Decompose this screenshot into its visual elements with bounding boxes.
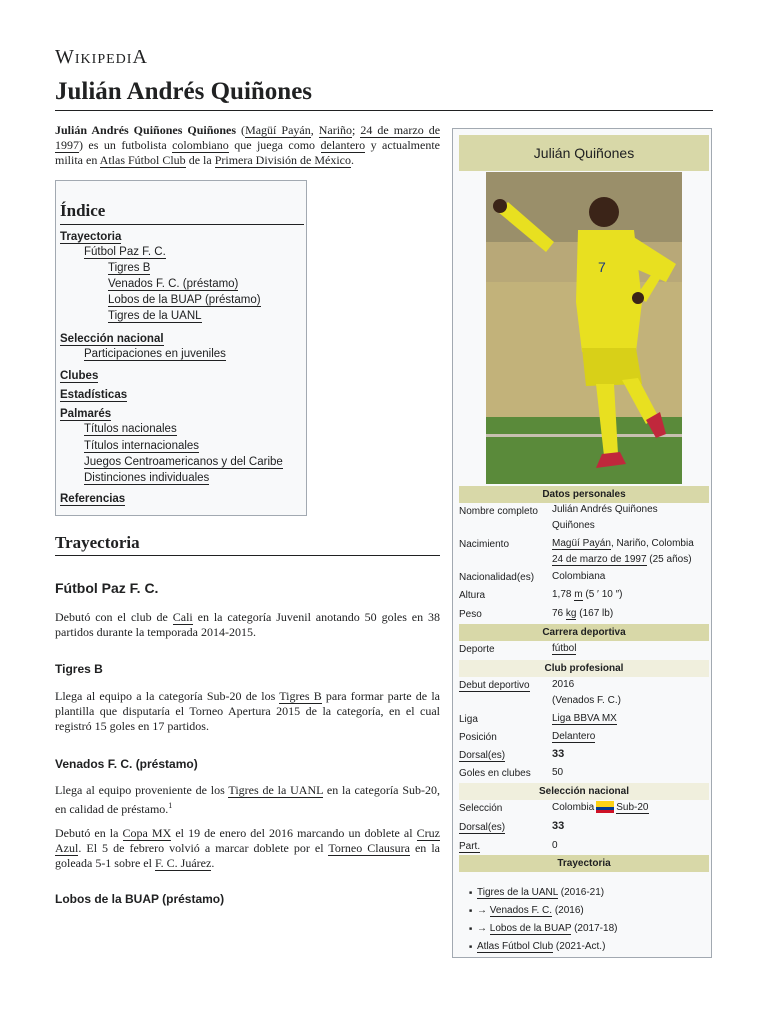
value-posicion — [552, 729, 702, 745]
band-trayectoria: Trayectoria — [459, 855, 709, 872]
value-text: , Nariño, Colombia — [610, 538, 694, 549]
band-carrera-deportiva: Carrera deportiva — [459, 624, 709, 641]
paragraph-venados-1 — [55, 783, 440, 817]
para-text: . El 5 de febrero volvió a marcar doblete por el — [78, 841, 329, 855]
list-item — [469, 902, 617, 920]
toc-label: Participaciones en juveniles — [84, 348, 226, 360]
label-text: Part. — [459, 841, 481, 852]
toc-item-seleccion[interactable] — [60, 333, 164, 345]
para-text: . — [211, 856, 215, 870]
value-deporte — [552, 641, 702, 657]
player-right-hand — [632, 292, 644, 304]
link-position[interactable]: delantero — [320, 138, 366, 152]
toc-item-estadisticas[interactable] — [60, 389, 127, 401]
label-text: Dorsal(es) — [459, 822, 506, 833]
link-torneo-clausura[interactable]: Torneo Clausura — [328, 841, 410, 855]
para-text: Debutó en la — [55, 826, 123, 840]
label-seleccion: Selección — [459, 803, 503, 814]
value-part: 0 — [552, 840, 558, 851]
player-jersey — [576, 230, 642, 352]
toc-item-tigres-uanl[interactable] — [108, 310, 202, 322]
table-of-contents — [55, 180, 307, 516]
para-text: el 19 de enero del 2016 marcando un doblete al — [171, 826, 417, 840]
value-dorsal: 33 — [552, 748, 565, 760]
title-divider — [55, 110, 713, 111]
value-text: 1,78 — [552, 589, 575, 600]
toc-item-clubes[interactable] — [60, 370, 98, 382]
link-delantero[interactable]: Delantero — [552, 731, 596, 742]
toc-item-lobos[interactable] — [108, 294, 261, 306]
value-seleccion — [552, 800, 702, 816]
value-peso — [552, 606, 702, 622]
para-text: en la goleada 5-1 sobre el — [55, 841, 440, 870]
lead-text: ; — [352, 123, 361, 137]
toc-item-titulos-internacionales[interactable] — [84, 440, 199, 452]
toc-label: Tigres de la UANL — [108, 310, 202, 322]
label-nacimiento: Nacimiento — [459, 539, 510, 550]
label-altura: Altura — [459, 590, 486, 601]
toc-item-referencias[interactable] — [60, 493, 125, 505]
wordmark-last: A — [132, 46, 148, 68]
label-goles: Goles en clubes — [459, 768, 531, 779]
wikipedia-wordmark[interactable] — [55, 46, 148, 69]
lead-text: ) es un futbolista — [79, 138, 173, 152]
paragraph-venados-2 — [55, 826, 440, 871]
player-head — [589, 197, 619, 227]
para-text: en la categoría Juvenil anotando 50 goles en 38 partidos durante la temporada 2014-2015. — [55, 610, 440, 639]
link-region[interactable]: Nariño — [318, 123, 353, 137]
link-sub-20[interactable]: Sub-20 — [616, 802, 649, 813]
value-liga — [552, 711, 702, 727]
toc-item-tigres-b[interactable] — [108, 262, 150, 274]
link-league[interactable]: Primera División de México — [214, 153, 351, 167]
label-dorsal — [459, 750, 505, 761]
paragraph-tigres-b — [55, 689, 440, 734]
lead-text: . — [351, 153, 354, 167]
section-divider — [55, 555, 440, 556]
toc-item-venados[interactable] — [108, 278, 238, 290]
label-text: Dorsal(es) — [459, 750, 506, 761]
link-copa-mx[interactable]: Copa MX — [122, 826, 172, 840]
value-nacionalidad: Colombiana — [552, 571, 606, 582]
traj-prefix: → — [477, 923, 490, 934]
band-club-profesional: Club profesional — [459, 660, 709, 677]
toc-label: Fútbol Paz F. C. — [84, 246, 166, 258]
link-birthplace[interactable]: Magüí Payán — [245, 123, 311, 137]
link-birthdate-infobox[interactable]: 24 de marzo de 1997 — [552, 554, 647, 565]
band-datos-personales: Datos personales — [459, 486, 709, 503]
toc-item-palmares[interactable] — [60, 408, 111, 420]
label-liga: Liga — [459, 714, 478, 725]
toc-label: Estadísticas — [60, 389, 128, 401]
value-text: 2016 — [552, 679, 575, 690]
para-text: para formar parte de la plantilla que disputaría el Torneo Apertura 2015 de la categoría, en el cual registró 15 goles en 17 partidos. — [55, 689, 441, 733]
paragraph-futbol-paz — [55, 610, 440, 640]
link-fc-juarez[interactable]: F. C. Juárez — [154, 856, 212, 870]
label-nombre-completo: Nombre completo — [459, 506, 538, 517]
toc-label: Trayectoria — [60, 231, 122, 243]
wordmark-middle: ikipedi — [74, 46, 133, 68]
toc-title: Índice — [60, 201, 106, 220]
lead-name: Julián Andrés Quiñones Quiñones — [55, 123, 237, 137]
trayectoria-list — [469, 884, 617, 956]
lead-paragraph — [55, 123, 440, 168]
toc-item-juveniles[interactable] — [84, 348, 226, 360]
value-debut — [552, 677, 702, 709]
infobox-title: Julián Quiñones — [459, 135, 709, 171]
value-text: (Venados F. C.) — [552, 695, 621, 706]
label-peso: Peso — [459, 609, 482, 620]
link-nationality[interactable]: colombiano — [172, 138, 229, 152]
label-debut — [459, 680, 530, 691]
link-traj-atlas[interactable]: Atlas Fútbol Club — [477, 941, 554, 952]
link-birthdate[interactable]: 24 de marzo de 1997 — [55, 123, 441, 152]
jersey-number: 7 — [598, 259, 606, 275]
traj-years: (2021-Act.) — [553, 941, 606, 952]
link-traj-venados[interactable]: Venados F. C. — [489, 905, 553, 916]
toc-label: Juegos Centroamericanos y del Caribe — [84, 456, 283, 468]
traj-years: (2016-21) — [557, 887, 605, 898]
value-text: (25 años) — [646, 554, 692, 565]
lead-text: y actualmente milita en — [55, 138, 441, 167]
toc-label: Referencias — [60, 493, 126, 505]
toc-item-titulos-nacionales[interactable] — [84, 423, 177, 435]
toc-item-trayectoria[interactable] — [60, 231, 121, 243]
lead-text: que juega como — [228, 138, 321, 152]
lead-text: ( — [236, 123, 246, 137]
list-item — [469, 884, 617, 902]
value-dorsal-seleccion: 33 — [552, 820, 565, 832]
toc-label: Títulos internacionales — [84, 440, 200, 452]
lead-text: de la — [185, 153, 215, 167]
subsection-heading-tigres-b: Tigres B — [55, 662, 103, 676]
link-traj-tigres-uanl[interactable]: Tigres de la UANL — [477, 887, 558, 898]
toc-item-juegos-centroamericanos[interactable] — [84, 456, 283, 468]
value-text: (167 lb) — [576, 608, 614, 619]
para-text: Llega al equipo a la categoría Sub-20 de los — [55, 689, 280, 703]
toc-item-distinciones[interactable] — [84, 472, 209, 484]
para-text: en la categoría Sub-20, en calidad de préstamo. — [55, 783, 440, 816]
link-club[interactable]: Atlas Fútbol Club — [99, 153, 186, 167]
label-part — [459, 841, 480, 852]
label-nacionalidad: Nacionalidad(es) — [459, 572, 535, 583]
value-altura — [552, 587, 702, 603]
traj-years: (2017-18) — [571, 923, 618, 934]
wordmark-first: W — [55, 46, 75, 68]
page-title: Julián Andrés Quiñones — [55, 78, 313, 105]
value-text: (5 ′ 10 ″) — [582, 589, 623, 600]
infobox — [452, 128, 712, 958]
toc-label: Palmarés — [60, 408, 112, 420]
toc-label: Distinciones individuales — [84, 472, 210, 484]
link-kilogramo[interactable]: kg — [565, 608, 577, 619]
link-cali[interactable]: Cali — [172, 610, 193, 624]
section-heading-trayectoria: Trayectoria — [55, 533, 140, 552]
value-text: 76 — [552, 608, 566, 619]
toc-label: Selección nacional — [60, 333, 164, 345]
toc-item-futbol-paz[interactable] — [84, 246, 166, 258]
link-liga-bbva-mx[interactable]: Liga BBVA MX — [552, 713, 617, 724]
player-hand — [493, 199, 507, 213]
player-photo[interactable] — [486, 172, 682, 484]
label-deporte: Deporte — [459, 644, 495, 655]
value-nombre-completo: Julián Andrés Quiñones Quiñones — [552, 504, 658, 531]
list-item — [469, 938, 617, 956]
para-text: Llega al equipo proveniente de los — [55, 783, 229, 797]
toc-label: Venados F. C. (préstamo) — [108, 278, 239, 290]
toc-label: Lobos de la BUAP (préstamo) — [108, 294, 261, 306]
subsection-heading-futbol-paz: Fútbol Paz F. C. — [55, 580, 159, 596]
label-dorsal-seleccion — [459, 822, 505, 833]
colombia-flag-icon — [596, 801, 614, 813]
link-futbol[interactable]: fútbol — [552, 643, 577, 654]
value-text: Colombia — [552, 802, 595, 813]
lead-text: , — [310, 123, 319, 137]
value-nacimiento — [552, 536, 702, 568]
link-tigres-b[interactable]: Tigres B — [279, 689, 322, 703]
para-text: Debutó con el club de — [55, 610, 173, 624]
value-goles: 50 — [552, 767, 564, 778]
link-traj-lobos[interactable]: Lobos de la BUAP — [489, 923, 572, 934]
label-text: Debut deportivo — [459, 680, 530, 691]
toc-label: Tigres B — [108, 262, 151, 274]
list-item — [469, 920, 617, 938]
toc-label: Títulos nacionales — [84, 423, 177, 435]
photo-track-line — [486, 434, 682, 437]
link-metro[interactable]: m — [574, 589, 583, 600]
subsection-heading-venados: Venados F. C. (préstamo) — [55, 757, 198, 771]
link-cruz-azul[interactable]: Cruz Azul — [55, 826, 440, 855]
label-posicion: Posición — [459, 732, 497, 743]
link-magui-payan[interactable]: Magüí Payán — [552, 538, 611, 549]
link-tigres-uanl[interactable]: Tigres de la UANL — [228, 783, 324, 797]
reference-1[interactable]: 1 — [168, 801, 173, 810]
traj-years: (2016) — [552, 905, 584, 916]
toc-divider — [60, 224, 304, 225]
toc-label: Clubes — [60, 370, 99, 382]
band-seleccion-nacional: Selección nacional — [459, 783, 709, 800]
subsection-heading-lobos: Lobos de la BUAP (préstamo) — [55, 892, 225, 906]
traj-prefix: → — [477, 905, 490, 916]
